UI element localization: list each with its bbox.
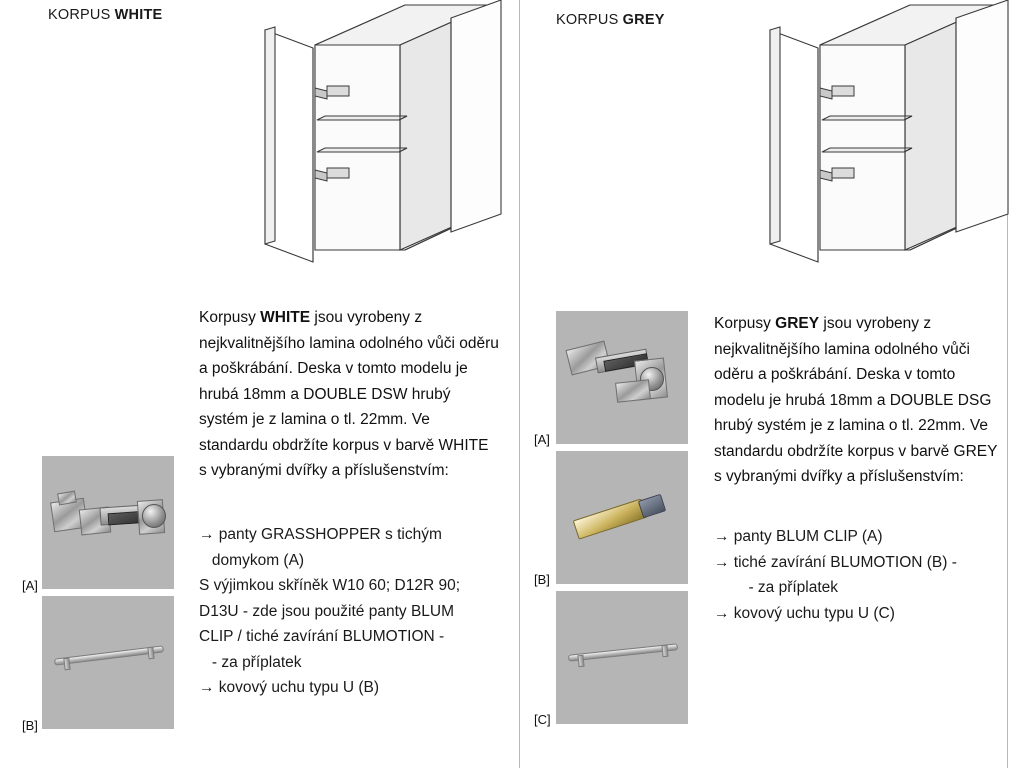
- paragraph-white: [199, 305, 499, 484]
- list-item: - za příplatek: [199, 653, 302, 671]
- photo-tag-c-grey: [C]: [534, 712, 551, 727]
- paragraph-white-seg-0: Korpusy: [199, 309, 261, 326]
- paragraph-grey-seg-0: Korpusy: [714, 315, 776, 332]
- page-title-grey: [556, 12, 665, 28]
- cabinet-drawing-grey: [760, 0, 1022, 270]
- photo-tag-a-grey: [A]: [534, 432, 550, 447]
- divider-center: [519, 0, 520, 768]
- list-item: - za příplatek: [714, 579, 839, 596]
- paragraph-white-seg-1: WHITE: [260, 309, 311, 326]
- list-item: CLIP / tiché zavírání BLUMOTION -: [199, 628, 445, 645]
- korpus-grey-prefix: KORPUS: [556, 12, 623, 28]
- list-item: → kovový uchu typu U (C): [714, 604, 895, 622]
- photo-hinge-grey: [556, 311, 688, 444]
- handle-icon: [42, 596, 174, 729]
- photo-tag-b-grey: [B]: [534, 572, 550, 587]
- photo-handle-white: [42, 596, 174, 729]
- handle-icon: [556, 591, 688, 724]
- page-title-white: [48, 7, 162, 23]
- hinge-icon: [42, 456, 174, 589]
- feature-list-grey: [714, 524, 1006, 626]
- photo-handle-grey: [556, 591, 688, 724]
- paragraph-white-seg-2: jsou vyrobeny z nejkvalitnějšího lamina odolného vůči oděru a poškrábání. Deska v tomto modelu je hrubá 18mm a DOUBLE DSW hrubý systém je z lamina o tl. 22mm. Ve standardu obdržíte korpus v barvě WHITE s vybranými dvířky a příslušenstvím:: [199, 309, 499, 479]
- list-item: → panty GRASSHOPPER s tichým: [199, 526, 442, 543]
- korpus-white-strong: WHITE: [114, 7, 163, 23]
- damper-icon: [556, 451, 688, 584]
- list-item: → panty BLUM CLIP (A): [714, 528, 883, 545]
- list-item: S výjimkou skříněk W10 60; D12R 90;: [199, 577, 461, 594]
- photo-tag-a-white: [A]: [22, 578, 38, 593]
- photo-tag-b-white: [B]: [22, 718, 38, 733]
- list-item: → tiché zavírání BLUMOTION (B) -: [714, 553, 957, 571]
- list-item: D13U - zde jsou použité panty BLUM: [199, 602, 455, 620]
- korpus-white-prefix: KORPUS: [48, 7, 115, 23]
- hinge-icon: [556, 311, 688, 444]
- paragraph-grey-seg-1: GREY: [775, 315, 820, 332]
- feature-list-white: [199, 522, 509, 701]
- photo-hinge-white: [42, 456, 174, 589]
- paragraph-grey: [714, 311, 1006, 490]
- list-item: → kovový uchu typu U (B): [199, 679, 380, 696]
- photo-damper-grey: [556, 451, 688, 584]
- paragraph-grey-seg-2: jsou vyrobeny z nejkvalitnějšího lamina odolného vůči oděru a poškrábání. Deska v tomto modelu je hrubá 18mm a DOUBLE DSG hrubý systém je z lamina o tl. 22mm. Ve standardu obdržíte korpus v barvě GREY s vybranými dvířky a příslušenstvím:: [714, 315, 998, 485]
- cabinet-drawing-white: [255, 0, 515, 270]
- list-item: domykom (A): [199, 551, 305, 569]
- korpus-grey-strong: GREY: [622, 12, 665, 28]
